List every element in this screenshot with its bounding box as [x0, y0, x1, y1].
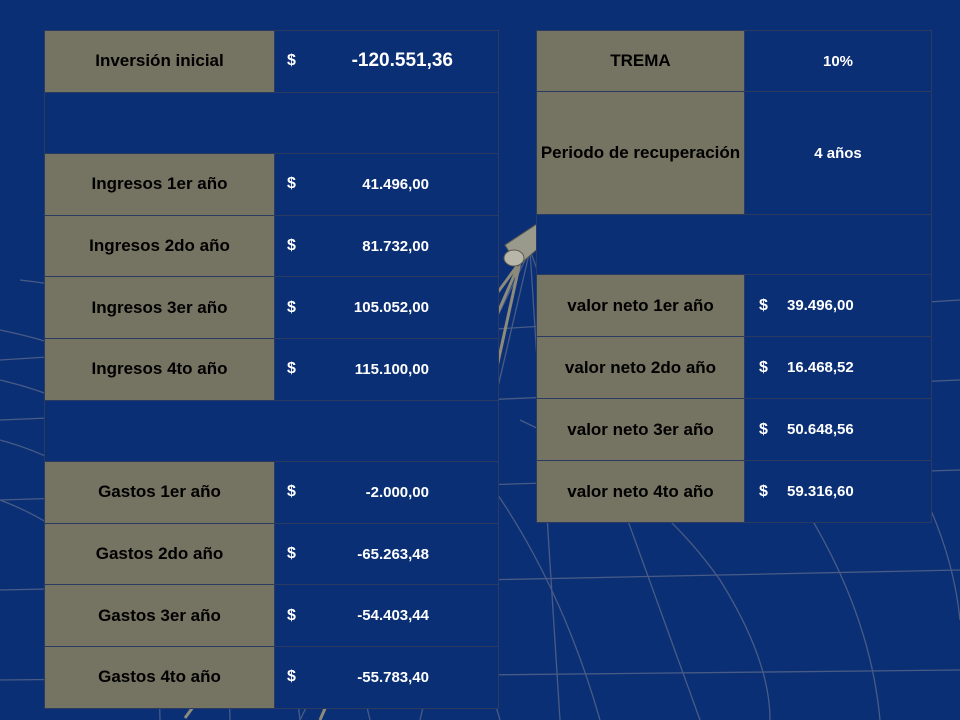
- table-row: [537, 31, 932, 92]
- ingresos-4-value: 115.100,00: [354, 360, 429, 378]
- currency-symbol: $: [759, 420, 768, 438]
- ingresos-3-label: Ingresos 3er año: [45, 277, 275, 339]
- gastos-1-label: Gastos 1er año: [45, 462, 275, 524]
- table-row: [45, 154, 499, 216]
- valor-neto-1-label: valor neto 1er año: [537, 275, 745, 337]
- periodo-value: 4 años: [745, 92, 932, 215]
- valor-neto-4-label: valor neto 4to año: [537, 461, 745, 523]
- ingresos-2-value: 81.732,00: [362, 237, 429, 255]
- table-row: [537, 461, 932, 523]
- valor-neto-2-label: valor neto 2do año: [537, 337, 745, 399]
- table-row: [45, 646, 499, 708]
- table-row: [45, 31, 499, 93]
- valor-neto-2-value: 16.468,52: [787, 359, 854, 376]
- currency-symbol: $: [759, 358, 768, 376]
- gastos-4-value: -55.783,40: [357, 668, 429, 686]
- valor-neto-1-value: 39.496,00: [787, 297, 854, 314]
- gastos-2-label: Gastos 2do año: [45, 523, 275, 585]
- table-row-spacer: [45, 400, 499, 462]
- currency-symbol: $: [287, 360, 296, 378]
- currency-symbol: $: [287, 668, 296, 686]
- gastos-2-value: -65.263,48: [357, 545, 429, 563]
- currency-symbol: $: [287, 483, 296, 501]
- gastos-4-label: Gastos 4to año: [45, 646, 275, 708]
- ingresos-2-label: Ingresos 2do año: [45, 215, 275, 277]
- ingresos-1-value: 41.496,00: [362, 175, 429, 193]
- currency-symbol: $: [287, 298, 296, 316]
- table-row: [45, 215, 499, 277]
- gastos-1-value: -2.000,00: [365, 483, 429, 501]
- table-row: [45, 523, 499, 585]
- currency-symbol: $: [287, 545, 296, 563]
- currency-symbol: $: [287, 52, 296, 70]
- valor-neto-3-label: valor neto 3er año: [537, 399, 745, 461]
- trema-label: TREMA: [537, 31, 745, 92]
- financial-left-table: [44, 30, 499, 709]
- periodo-label: Periodo de recuperación: [537, 92, 745, 215]
- currency-symbol: $: [287, 606, 296, 624]
- table-row: [45, 462, 499, 524]
- table-row: [537, 275, 932, 337]
- table-row: [45, 585, 499, 647]
- financial-right-table: [536, 30, 932, 523]
- ingresos-4-label: Ingresos 4to año: [45, 338, 275, 400]
- valor-neto-4-value: 59.316,60: [787, 483, 854, 500]
- currency-symbol: $: [759, 482, 768, 500]
- table-row: [537, 337, 932, 399]
- currency-symbol: $: [287, 175, 296, 193]
- inversion-value: -120.551,36: [351, 50, 453, 72]
- table-row: [537, 399, 932, 461]
- table-row: [45, 277, 499, 339]
- gastos-3-value: -54.403,44: [357, 607, 429, 625]
- valor-neto-3-value: 50.648,56: [787, 421, 854, 438]
- trema-value: 10%: [745, 31, 932, 92]
- table-row-spacer: [537, 215, 932, 275]
- currency-symbol: $: [287, 237, 296, 255]
- table-row-spacer: [45, 92, 499, 154]
- currency-symbol: $: [759, 296, 768, 314]
- ingresos-3-value: 105.052,00: [353, 299, 429, 317]
- inversion-label: Inversión inicial: [45, 31, 275, 93]
- table-row: [45, 338, 499, 400]
- ingresos-1-label: Ingresos 1er año: [45, 154, 275, 216]
- gastos-3-label: Gastos 3er año: [45, 585, 275, 647]
- table-row: [537, 92, 932, 215]
